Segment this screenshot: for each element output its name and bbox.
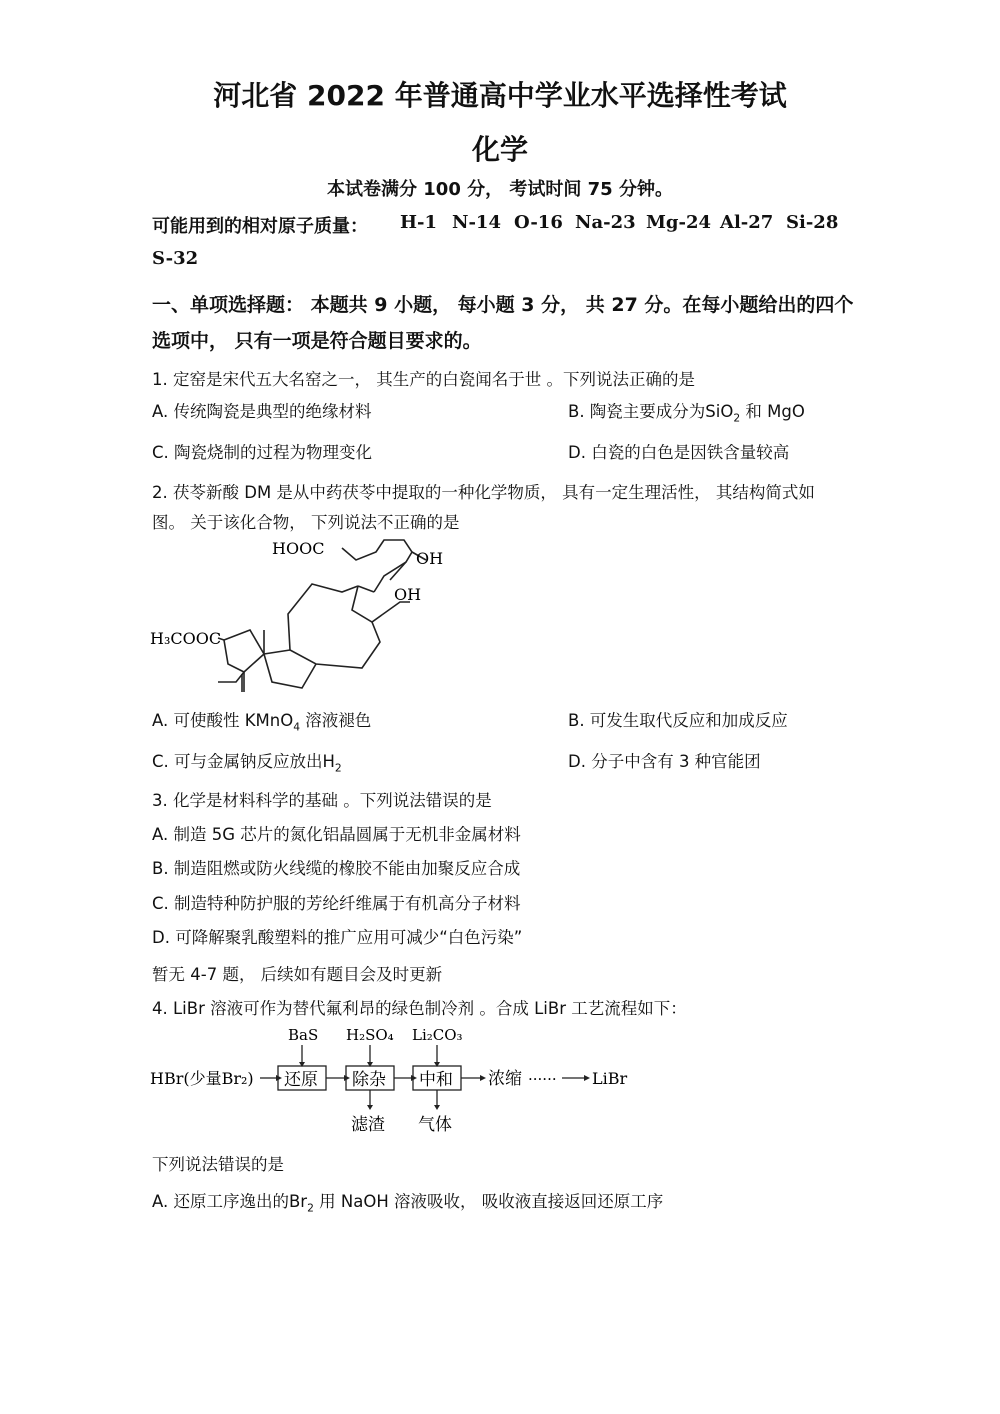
- q2-stem-cont: 图。 关于该化合物， 下列说法不正确的是: [152, 513, 460, 532]
- q4-option-a: A. 还原工序逸出的$Br_2$ 用 NaOH 溶液吸收， 吸收液直接返回还原工序: [152, 1192, 664, 1215]
- q2-stem: 2. 茯苓新酸 DM 是从中药茯苓中提取的一种化学物质， 具有一定生理活性， 其结构简式如: [152, 483, 815, 502]
- h3cooc-label: H₃COOC: [150, 629, 222, 648]
- subject-title: 化学: [471, 133, 528, 166]
- atomic-mass-mg: Mg-24: [646, 212, 712, 233]
- flow-product: LiBr: [592, 1069, 628, 1088]
- flow-reagent-h2so4: H₂SO₄: [346, 1026, 394, 1044]
- hooc-label: HOOC: [272, 539, 325, 558]
- flow-step-concentrate: 浓缩: [488, 1069, 522, 1089]
- section-heading: 一、单项选择题： 本题共 9 小题， 每小题 3 分， 共 27 分。在每小题给出的四个: [152, 294, 854, 316]
- atomic-mass-s: S-32: [152, 248, 199, 269]
- q3-option-a: A. 制造 5G 芯片的氮化铝晶圆属于无机非金属材料: [152, 825, 521, 844]
- q1-stem: 1. 定窑是宋代五大名窑之一， 其生产的白瓷闻名于世 。下列说法正确的是: [152, 370, 695, 389]
- q3-option-d: D. 可降解聚乳酸塑料的推广应用可减少“白色污染”: [152, 928, 523, 947]
- q2-option-c: C. 可与金属钠反应放出$H_2$: [152, 752, 342, 775]
- atomic-mass-label: 可能用到的相对原子质量：: [152, 216, 368, 237]
- flow-step-neutralize: 中和: [419, 1070, 453, 1090]
- process-flow-diagram: [148, 1020, 648, 1142]
- flow-step-reduce: 还原: [284, 1070, 318, 1090]
- oh-label-1: OH: [416, 549, 444, 568]
- q2-option-a: A. 可使酸性 KMnO$_4$ 溶液褪色: [152, 711, 372, 734]
- atomic-mass-al: Al-27: [720, 212, 774, 233]
- exam-info: 本试卷满分 100 分， 考试时间 75 分钟。: [327, 179, 673, 200]
- flow-input: HBr(少量Br₂): [150, 1069, 254, 1088]
- flow-output-gas: 气体: [418, 1115, 452, 1135]
- q2-option-b: B. 可发生取代反应和加成反应: [568, 711, 788, 730]
- compound-structure: [140, 532, 470, 697]
- section-heading-cont: 选项中， 只有一项是符合题目要求的。: [152, 330, 482, 352]
- flow-output-residue: 滤渣: [351, 1115, 385, 1135]
- oh-label-2: OH: [394, 585, 422, 604]
- flow-dots: ······: [528, 1070, 557, 1088]
- q2-option-d: D. 分子中含有 3 种官能团: [568, 752, 761, 771]
- flow-reagent-bas: BaS: [288, 1026, 319, 1044]
- q4-stem: 4. LiBr 溶液可作为替代氟利昂的绿色制冷剂 。合成 LiBr 工艺流程如下：: [152, 999, 687, 1018]
- exam-title: 河北省 2022 年普通高中学业水平选择性考试: [213, 79, 787, 112]
- flow-reagent-li2co3: Li₂CO₃: [412, 1026, 463, 1044]
- q1-option-a: A. 传统陶瓷是典型的绝缘材料: [152, 402, 372, 421]
- q3-stem: 3. 化学是材料科学的基础 。下列说法错误的是: [152, 791, 492, 810]
- atomic-mass-h: H-1: [400, 212, 438, 233]
- q1-option-c: C. 陶瓷烧制的过程为物理变化: [152, 443, 373, 462]
- q1-option-d: D. 白瓷的白色是因铁含量较高: [568, 443, 790, 462]
- q3-option-b: B. 制造阻燃或防火线缆的橡胶不能由加聚反应合成: [152, 859, 521, 878]
- q3-option-c: C. 制造特种防护服的芳纶纤维属于有机高分子材料: [152, 894, 521, 913]
- flow-step-purify: 除杂: [352, 1070, 386, 1090]
- atomic-mass-n: N-14: [452, 212, 501, 233]
- q4-prompt: 下列说法错误的是: [152, 1155, 284, 1174]
- atomic-mass-o: O-16: [514, 212, 563, 233]
- update-note: 暂无 4-7 题， 后续如有题目会及时更新: [152, 965, 443, 984]
- atomic-mass-si: Si-28: [786, 212, 839, 233]
- q1-option-b: B. 陶瓷主要成分为SiO$_2$ 和 MgO: [568, 402, 805, 425]
- atomic-mass-na: Na-23: [575, 212, 636, 233]
